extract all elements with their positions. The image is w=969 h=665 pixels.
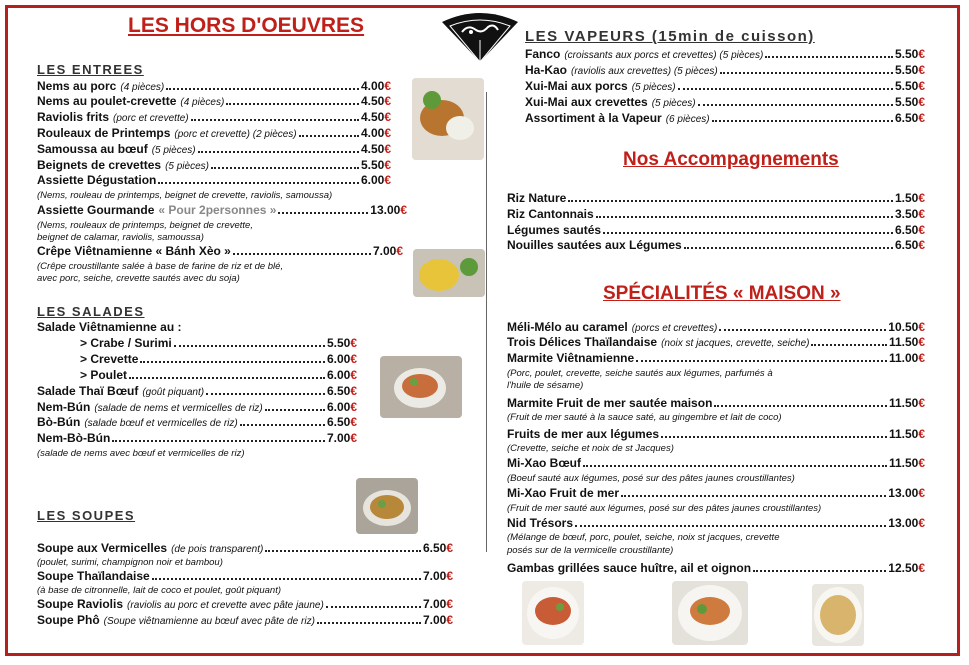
- menu-item: Riz Nature 1.50 €: [507, 191, 925, 205]
- menu-item: Salade Thaï Bœuf (goût piquant) 6.50 €: [37, 384, 357, 398]
- menu-item: Raviolis frits (porc et crevette) 4.50 €: [37, 110, 391, 124]
- item-note: (salade de nems avec bœuf et vermicelles de riz): [37, 448, 245, 459]
- title-accompagnements: Nos Accompagnements: [623, 149, 839, 170]
- food-photo-icon: [812, 584, 864, 646]
- menu-item: Fanco (croissants aux porcs et crevettes) (5 pièces) 5.50 €: [525, 47, 925, 61]
- menu-item: Nem-Bún (salade de nems et vermicelles de riz) 6.00 €: [37, 400, 357, 414]
- item-note: (Boeuf sauté aux légumes, posé sur des pâtes jaunes croustillantes): [507, 473, 795, 484]
- menu-item: Nid Trésors 13.00 €: [507, 516, 925, 530]
- menu-item: Assiette Gourmande « Pour 2personnes » 13.00 €: [37, 203, 407, 217]
- item-note: (Nems, rouleau de printemps, beignet de crevette, raviolis, samoussa): [37, 190, 333, 201]
- item-note: posés sur de la vermicelle croustillante): [507, 545, 674, 556]
- menu-item: > Crabe / Surimi 5.50 €: [80, 336, 357, 350]
- title-hors-doeuvres: LES HORS D'OEUVRES: [128, 14, 365, 37]
- menu-item: > Poulet 6.00 €: [80, 368, 357, 382]
- item-note: (Crevette, seiche et noix de st Jacques): [507, 443, 674, 454]
- menu-item: Assortiment à la Vapeur (6 pièces) 6.50 €: [525, 111, 925, 125]
- menu-item: Beignets de crevettes (5 pièces) 5.50 €: [37, 158, 391, 172]
- menu-item: Ha-Kao (raviolis aux crevettes) (5 pièces) 5.50 €: [525, 63, 925, 77]
- photo-banh-xeo: [413, 249, 485, 297]
- heading-salades: LES SALADES: [37, 304, 145, 319]
- heading-entrees: LES ENTREES: [37, 62, 144, 77]
- photo-mixao: [672, 581, 748, 645]
- menu-item: Méli-Mélo au caramel (porcs et crevettes) 10.50 €: [507, 320, 925, 334]
- menu-item: Samoussa au bœuf (5 pièces) 4.50 €: [37, 142, 391, 156]
- menu-item: Soupe Raviolis (raviolis au porc et crevette avec pâte jaune) 7.00 €: [37, 597, 453, 611]
- photo-nid: [812, 584, 864, 646]
- fan-logo: [440, 12, 520, 64]
- heading-vapeurs: LES VAPEURS (15min de cuisson): [525, 28, 815, 45]
- menu-item: Xui-Mai aux porcs (5 pièces) 5.50 €: [525, 79, 925, 93]
- menu-item: Soupe Thaïlandaise 7.00 €: [37, 569, 453, 583]
- menu-item: Mi-Xao Bœuf 11.50 €: [507, 456, 925, 470]
- menu-item: Marmite Viêtnamienne 11.00 €: [507, 351, 925, 365]
- menu-item: Nems au poulet-crevette (4 pièces) 4.50 €: [37, 94, 391, 108]
- food-photo-icon: [412, 78, 484, 160]
- menu-item: > Crevette 6.00 €: [80, 352, 357, 366]
- menu-item: Fruits de mer aux légumes 11.50 €: [507, 427, 925, 441]
- item-note: (Nems, rouleaux de printemps, beignet de crevette,: [37, 220, 253, 231]
- item-note: (à base de citronnelle, lait de coco et poulet, goût piquant): [37, 585, 281, 596]
- menu-item: Nem-Bò-Bún 7.00 €: [37, 431, 357, 445]
- item-note: (Crêpe croustillante salée à base de farine de riz et de blé,: [37, 261, 284, 272]
- menu-item: Xui-Mai aux crevettes (5 pièces) 5.50 €: [525, 95, 925, 109]
- menu-item: Légumes sautés 6.50 €: [507, 223, 925, 237]
- item-note: (Porc, poulet, crevette, seiche sautés aux légumes, parfumés à: [507, 368, 773, 379]
- photo-soupe: [356, 478, 418, 534]
- column-divider: [486, 92, 487, 552]
- salade-intro: Salade Viêtnamienne au :: [37, 320, 182, 334]
- item-note: (Mélange de bœuf, porc, poulet, seiche, noix st jacques, crevette: [507, 532, 780, 543]
- heading-soupes: LES SOUPES: [37, 508, 136, 523]
- item-note: l'huile de sésame): [507, 380, 584, 391]
- food-photo-icon: [413, 249, 485, 297]
- item-note: (Fruit de mer sauté à la sauce saté, au gingembre et lait de coco): [507, 412, 782, 423]
- item-note: avec porc, seiche, crevette sautés avec du soja): [37, 273, 240, 284]
- food-photo-icon: [522, 581, 584, 645]
- photo-salade: [380, 356, 462, 418]
- photo-nems: [412, 78, 484, 160]
- menu-item: Bò-Bún (salade bœuf et vermicelles de riz) 6.50 €: [37, 415, 357, 429]
- menu-item: Mi-Xao Fruit de mer 13.00 €: [507, 486, 925, 500]
- menu-item: Nems au porc (4 pièces) 4.00 €: [37, 79, 391, 93]
- item-note: beignet de calamar, raviolis, samoussa): [37, 232, 204, 243]
- food-photo-icon: [356, 478, 418, 534]
- food-photo-icon: [380, 356, 462, 418]
- item-note: (Fruit de mer sauté aux légumes, posé sur des pâtes jaunes croustillantes): [507, 503, 822, 514]
- menu-item: Trois Délices Thaïlandaise (noix st jacques, crevette, seiche) 11.50 €: [507, 335, 925, 349]
- menu-item: Nouilles sautées aux Légumes 6.50 €: [507, 238, 925, 252]
- photo-gambas: [522, 581, 584, 645]
- item-note: (poulet, surimi, champignon noir et bambou): [37, 557, 223, 568]
- menu-item: Assiette Dégustation 6.00 €: [37, 173, 391, 187]
- menu-item: Crêpe Viêtnamienne « Bánh Xèo » 7.00 €: [37, 244, 403, 258]
- food-photo-icon: [672, 581, 748, 645]
- menu-item: Soupe Phô (Soupe viêtnamienne au bœuf avec pâte de riz) 7.00 €: [37, 613, 453, 627]
- menu-item: Soupe aux Vermicelles (de pois transparent) 6.50 €: [37, 541, 453, 555]
- menu-item: Rouleaux de Printemps (porc et crevette) (2 pièces) 4.00 €: [37, 126, 391, 140]
- menu-item: Riz Cantonnais 3.50 €: [507, 207, 925, 221]
- menu-item: Marmite Fruit de mer sautée maison 11.50 €: [507, 396, 925, 410]
- title-specialites: SPÉCIALITÉS « MAISON »: [603, 283, 841, 304]
- menu-item: Gambas grillées sauce huître, ail et oignon 12.50 €: [507, 561, 925, 575]
